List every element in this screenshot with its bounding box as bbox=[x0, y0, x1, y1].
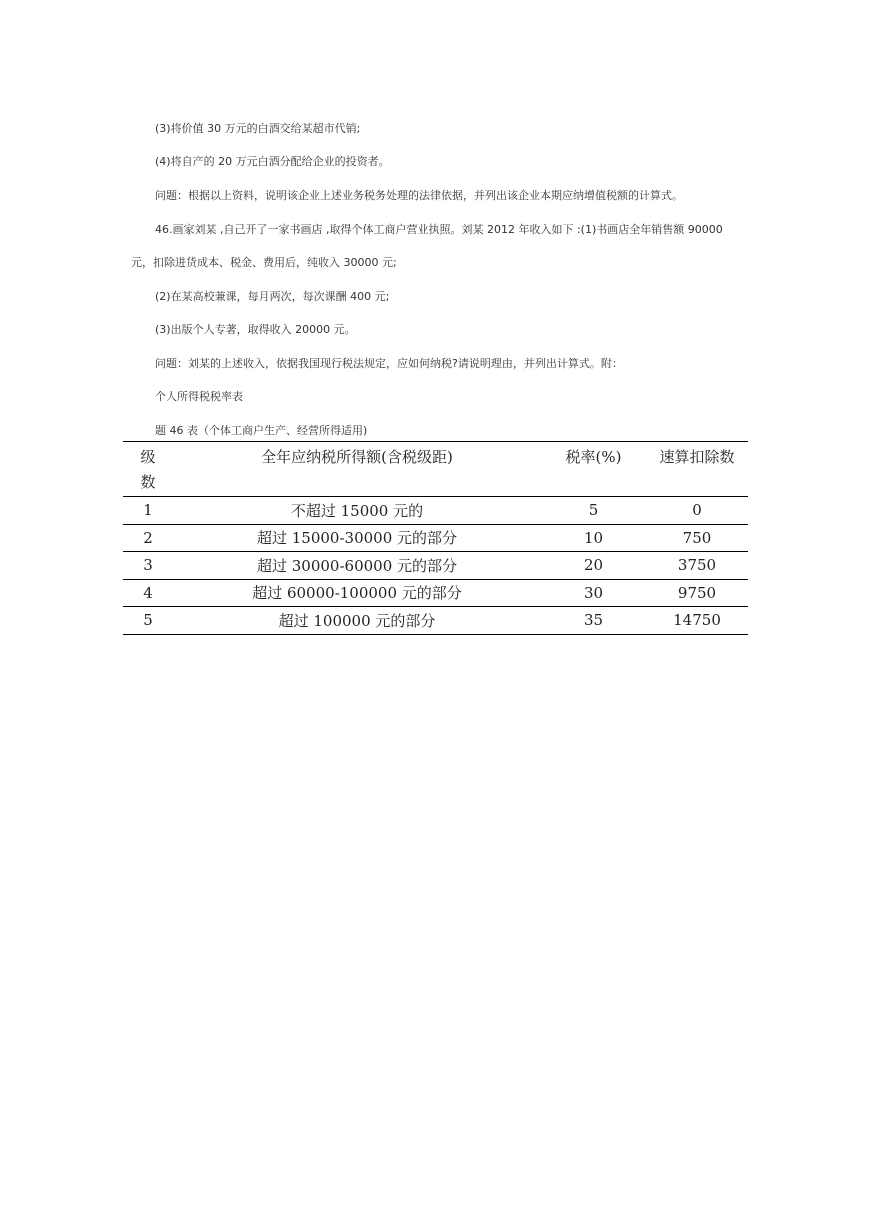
paragraph-income-3: (3)出版个人专著，取得收入 20000 元。 bbox=[155, 323, 356, 336]
cell-deduction: 9750 bbox=[646, 579, 748, 607]
cell-range: 超过 100000 元的部分 bbox=[173, 607, 541, 635]
cell-range: 超过 30000-60000 元的部分 bbox=[173, 552, 541, 580]
table-row bbox=[123, 497, 748, 525]
cell-level: 1 bbox=[123, 497, 173, 525]
cell-range: 超过 60000-100000 元的部分 bbox=[173, 579, 541, 607]
paragraph-item-3: (3)将价值 30 万元的白酒交给某超市代销; bbox=[155, 122, 361, 135]
header-level-line1: 级 bbox=[140, 448, 156, 466]
paragraph-question-2: 问题：刘某的上述收入，依据我国现行税法规定，应如何纳税?请说明理由，并列出计算式。附： bbox=[155, 357, 623, 370]
tax-rate-table bbox=[123, 441, 748, 635]
header-level-line2: 数 bbox=[140, 473, 156, 491]
header-quick-deduction: 速算扣除数 bbox=[646, 442, 748, 497]
paragraph-question-1: 问题：根据以上资料，说明该企业上述业务税务处理的法律依据，并列出该企业本期应纳增值税额的计算式。 bbox=[155, 189, 683, 202]
cell-deduction: 3750 bbox=[646, 552, 748, 580]
cell-rate: 30 bbox=[541, 579, 646, 607]
table-caption: 题 46 表（个体工商户生产、经营所得适用) bbox=[155, 424, 368, 437]
header-level bbox=[123, 442, 173, 497]
table-row bbox=[123, 579, 748, 607]
paragraph-income-2: (2)在某高校兼课，每月两次，每次课酬 400 元; bbox=[155, 290, 390, 303]
table-row bbox=[123, 552, 748, 580]
cell-deduction: 0 bbox=[646, 497, 748, 525]
cell-level: 4 bbox=[123, 579, 173, 607]
cell-level: 3 bbox=[123, 552, 173, 580]
cell-rate: 5 bbox=[541, 497, 646, 525]
table-title: 个人所得税税率表 bbox=[155, 390, 243, 403]
header-income-range: 全年应纳税所得额(含税级距) bbox=[173, 442, 541, 497]
cell-rate: 20 bbox=[541, 552, 646, 580]
cell-range: 超过 15000-30000 元的部分 bbox=[173, 524, 541, 552]
header-tax-rate: 税率(%) bbox=[541, 442, 646, 497]
cell-level: 5 bbox=[123, 607, 173, 635]
paragraph-problem-46: 46.画家刘某 ,自己开了一家书画店 ,取得个体工商户营业执照。刘某 2012 年收入如下 :(1)书画店全年销售额 90000 bbox=[155, 223, 723, 236]
paragraph-item-4: (4)将自产的 20 万元白酒分配给企业的投资者。 bbox=[155, 155, 390, 168]
cell-deduction: 14750 bbox=[646, 607, 748, 635]
paragraph-problem-46-continued: 元，扣除进货成本、税金、费用后，纯收入 30000 元; bbox=[131, 256, 397, 269]
cell-rate: 10 bbox=[541, 524, 646, 552]
table-row bbox=[123, 524, 748, 552]
table-row bbox=[123, 607, 748, 635]
cell-rate: 35 bbox=[541, 607, 646, 635]
table-header-row bbox=[123, 442, 748, 497]
cell-range: 不超过 15000 元的 bbox=[173, 497, 541, 525]
cell-deduction: 750 bbox=[646, 524, 748, 552]
cell-level: 2 bbox=[123, 524, 173, 552]
